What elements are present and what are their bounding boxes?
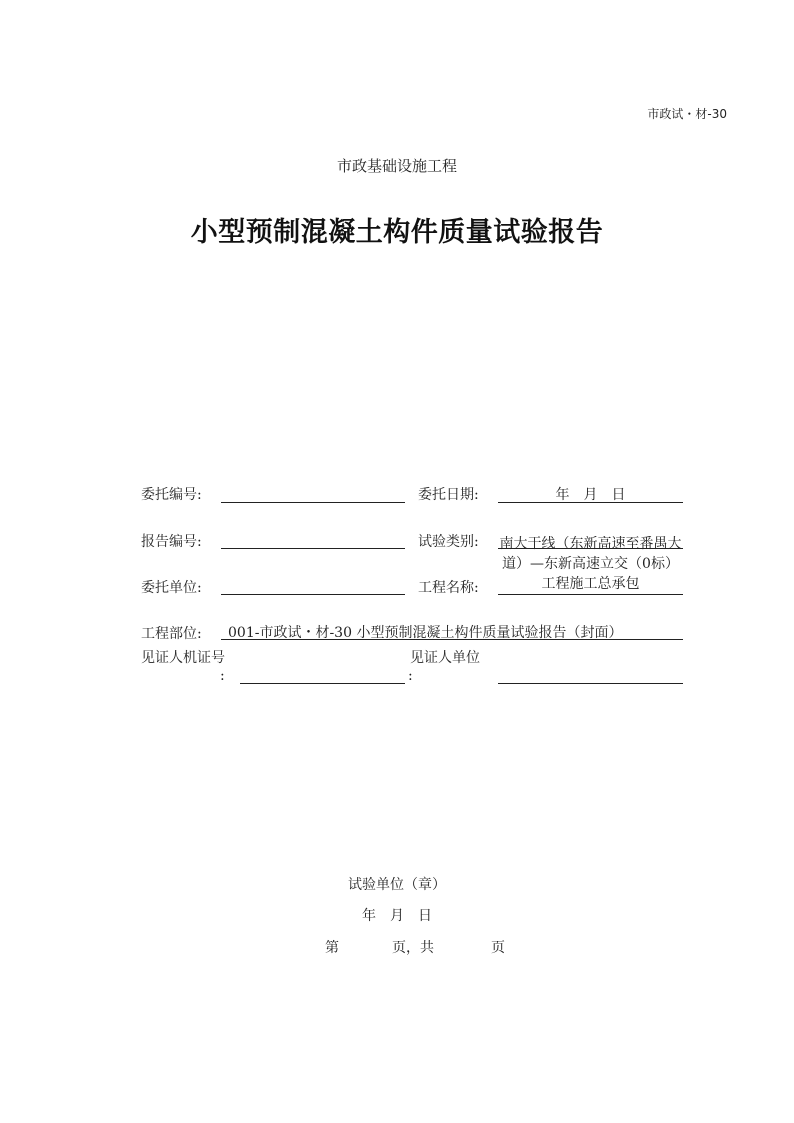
test-unit-seal: 试验单位（章） [348,877,446,893]
client-label: 委托单位: [141,580,202,596]
page-prefix: 第 [325,940,339,956]
form-code: 市政试・材-30 [647,107,727,121]
page-title: 小型预制混凝土构件质量试验报告 [190,217,604,248]
commission-date-field[interactable] [498,484,683,503]
footer-date: 年 月 日 [362,908,432,924]
project-part-field[interactable] [221,622,683,640]
witness-unit-field[interactable] [498,670,683,684]
project-name-label: 工程名称: [418,580,479,596]
witness-cert-field[interactable] [240,670,405,684]
project-part-label: 工程部位: [141,626,202,642]
commission-date-value: 年 月 日 [555,487,626,503]
subtitle: 市政基础设施工程 [336,157,457,175]
project-name-value: 南大干线（东新高速至番禺大道）—东新高速立交（0标）工程施工总承包 [499,536,682,592]
commission-no-field[interactable] [221,486,405,503]
client-field[interactable] [221,578,405,595]
commission-no-label: 委托编号: [141,487,202,503]
test-type-label: 试验类别: [418,534,479,550]
page-middle: 页，共 [392,940,434,956]
page-suffix: 页 [491,940,505,956]
report-no-field[interactable] [221,532,405,549]
witness-unit-label: 见证人单位 [410,650,480,666]
witness-cert-colon: : [220,668,225,684]
commission-date-label: 委托日期: [418,487,479,503]
witness-unit-colon: : [408,668,413,684]
project-name-underline [498,578,683,595]
project-part-value: 001-市政试・材-30 小型预制混凝土构件质量试验报告（封面） [228,625,623,641]
witness-cert-label: 见证人机证号 [141,650,225,666]
report-no-label: 报告编号: [141,534,202,550]
